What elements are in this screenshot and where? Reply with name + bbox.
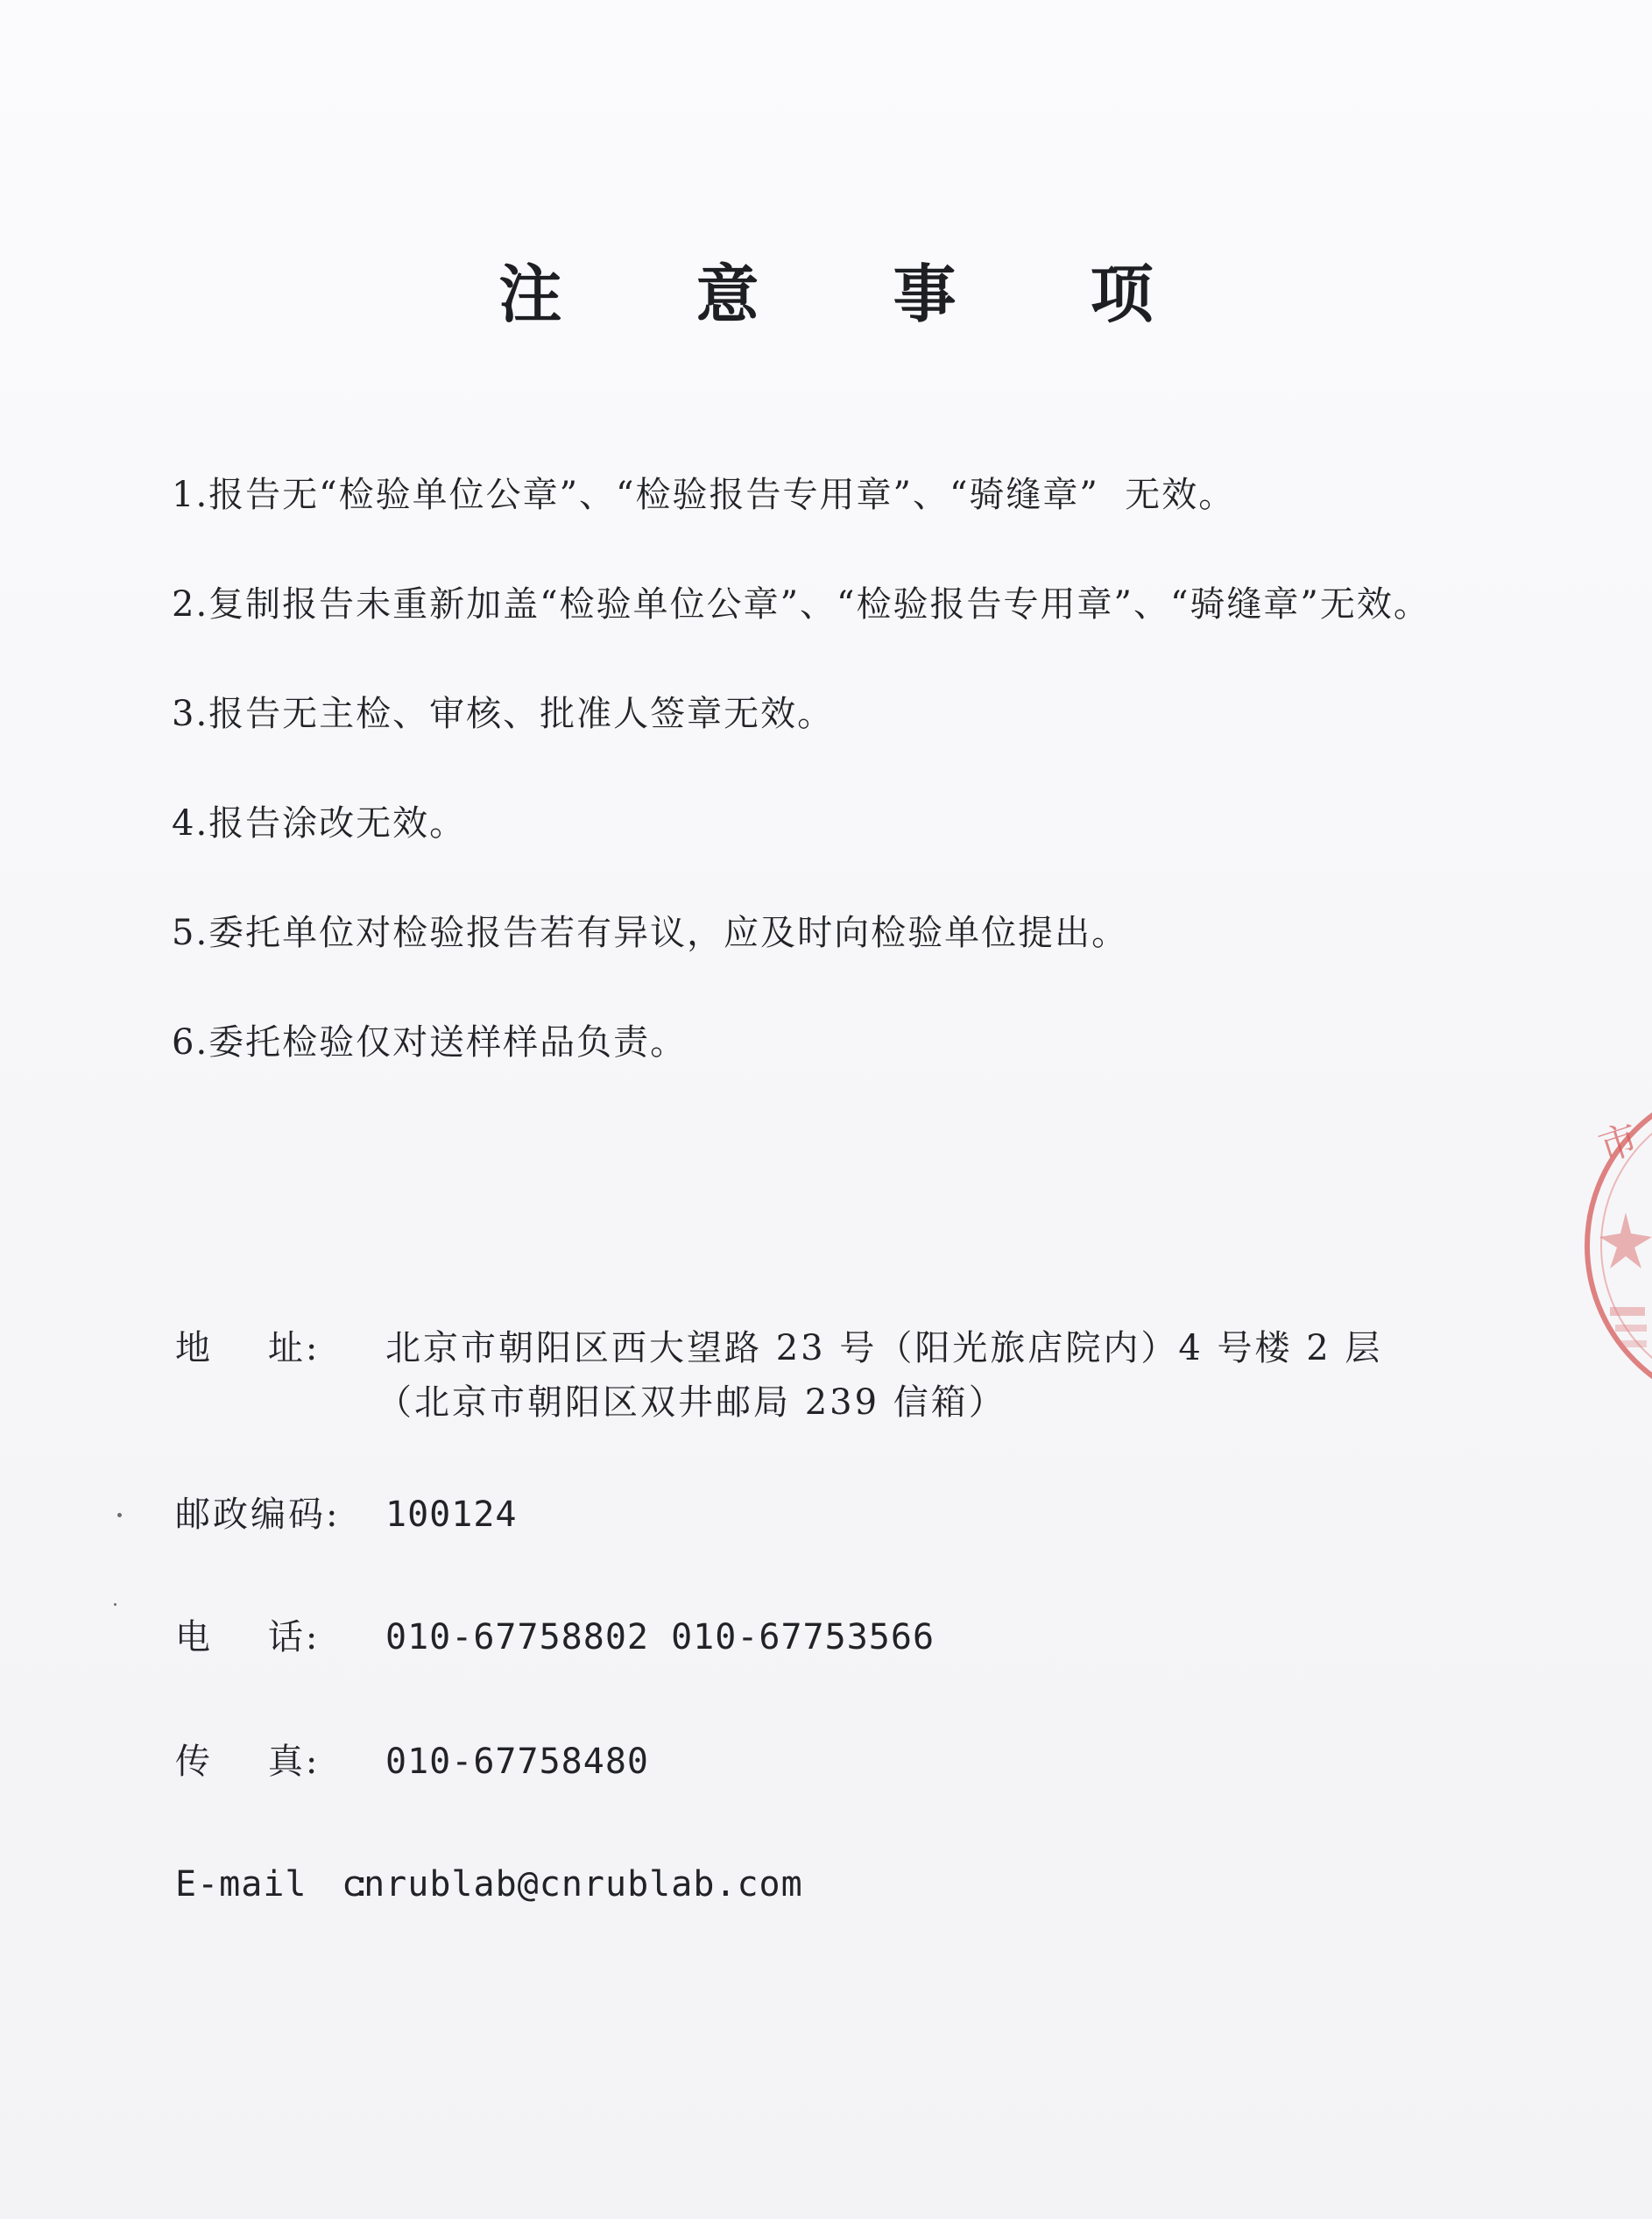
postcode-label: 邮政编码: [175,1495,341,1535]
note-item: 4.报告涂改无效。 [172,803,467,844]
email-label: E-mail : [175,1864,373,1905]
seal-text: 市 [1593,1116,1644,1171]
fax-label: 传 真: [175,1742,321,1782]
note-item: 6.委托检验仅对送样样品负责。 [172,1022,688,1063]
note-item: 2.复制报告未重新加盖“检验单位公章”、“检验报告专用章”、“骑缝章”无效。 [172,584,1430,625]
notes-list [172,469,1608,1126]
page-title: 注 意 事 项 [498,258,1210,331]
address-row [175,1323,1577,1374]
note-item: 3.报告无主检、审核、批准人签章无效。 [172,694,835,734]
phone-row [175,1612,1577,1663]
note-item: 5.委托单位对检验报告若有异议，应及时向检验单位提出。 [172,913,1129,953]
postcode-value: 100124 [385,1495,518,1535]
scan-speck [117,1513,122,1517]
note-item: 1.报告无“检验单位公章”、“检验报告专用章”、“骑缝章” 无效。 [172,475,1236,515]
seal-stamp-fragment [1575,1079,1652,1412]
email-row [175,1859,1577,1910]
address-label: 地 址: [175,1328,321,1368]
email-value: cnrublab@cnrublab.com [342,1864,803,1905]
address-line-1: 北京市朝阳区西大望路 23 号（阳光旅店院内）4 号楼 2 层 [385,1328,1383,1368]
postcode-row [175,1489,1577,1540]
fax-row [175,1736,1577,1787]
phone-value: 010-67758802 010-67753566 [385,1617,935,1657]
address-line-2: （北京市朝阳区双井邮局 239 信箱） [377,1382,1006,1423]
fax-value: 010-67758480 [385,1742,649,1782]
phone-label: 电 话: [175,1617,321,1657]
scan-speck [114,1603,116,1606]
